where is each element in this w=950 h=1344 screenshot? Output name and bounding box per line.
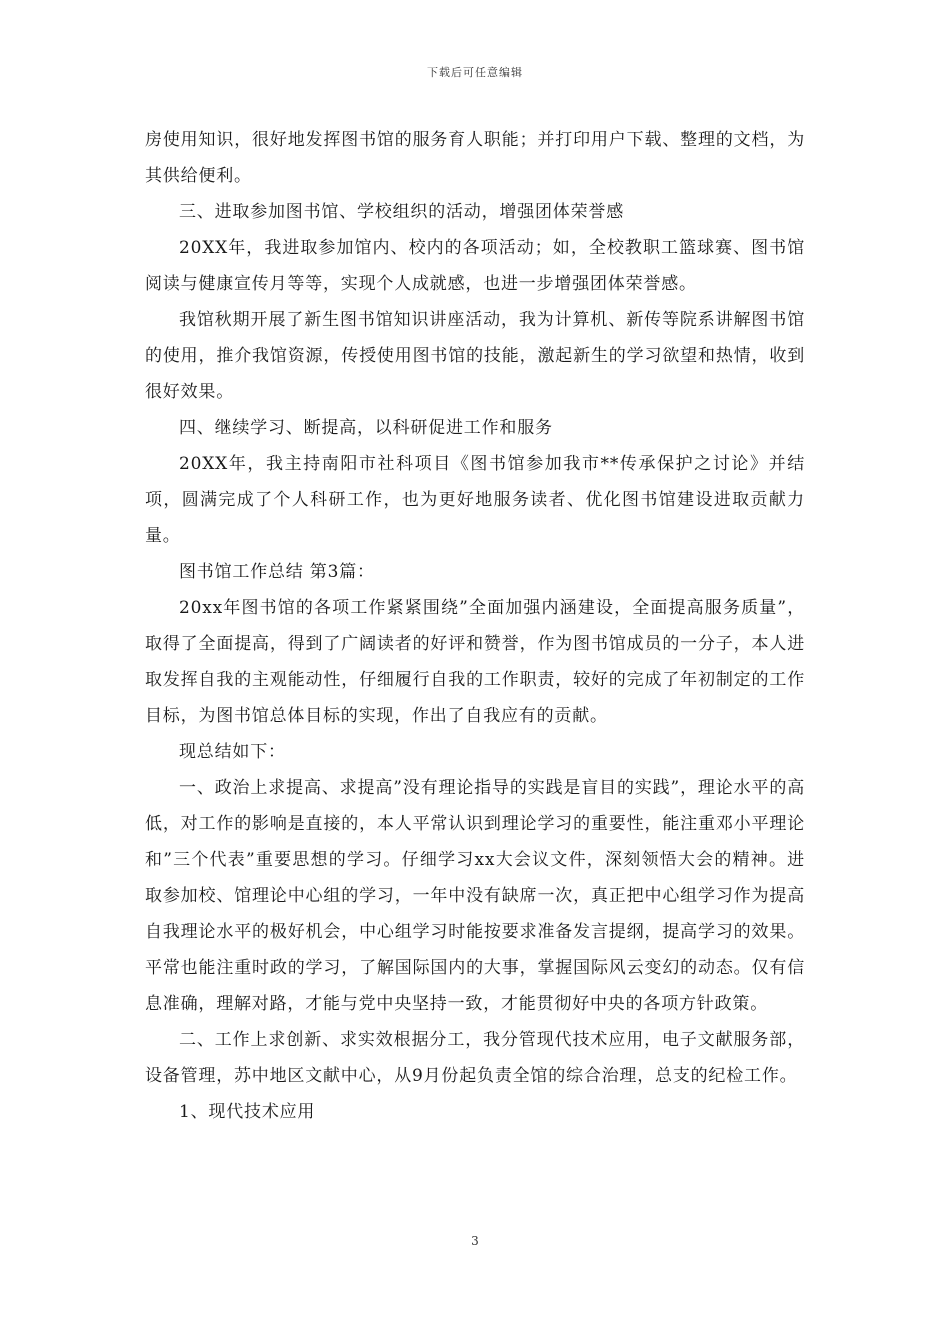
paragraph: 二、工作上求创新、求实效根据分工，我分管现代技术应用，电子文献服务部，设备管理，苏中地区文献中心，从9月份起负责全馆的综合治理，总支的纪检工作。 bbox=[145, 1030, 805, 1086]
paragraph: 20XX年，我主持南阳市社科项目《图书馆参加我市**传承保护之讨论》并结项，圆满完成了个人科研工作，也为更好地服务读者、优化图书馆建设进取贡献力量。 bbox=[145, 454, 805, 546]
paragraph: 一、政治上求提高、求提高”没有理论指导的实践是盲目的实践”，理论水平的高低，对工作的影响是直接的，本人平常认识到理论学习的重要性，能注重邓小平理论和”三个代表”重要思想的学习。仔细学习xx大会议文件，深刻领悟大会的精神。进取参加校、馆理论中心组的学习，一年中没有缺席一次，真正把中心组学习作为提高自我理论水平的极好机会，中心组学习时能按要求准备发言提纲，提高学习的效果。平常也能注重时政的学习，了解国际国内的大事，掌握国际风云变幻的动态。仅有信息准确，理解对路，才能与党中央坚持一致，才能贯彻好中央的各项方针政策。 bbox=[145, 778, 805, 1014]
paragraph: 房使用知识，很好地发挥图书馆的服务育人职能；并打印用户下载、整理的文档，为其供给便利。 bbox=[145, 130, 805, 186]
paragraph: 我馆秋期开展了新生图书馆知识讲座活动，我为计算机、新传等院系讲解图书馆的使用，推介我馆资源，传授使用图书馆的技能，激起新生的学习欲望和热情，收到很好效果。 bbox=[145, 310, 805, 402]
subsection-heading: 1、现代技术应用 bbox=[179, 1102, 316, 1122]
header-note: 下载后可任意编辑 bbox=[427, 66, 523, 79]
paragraph: 20xx年图书馆的各项工作紧紧围绕”全面加强内涵建设，全面提高服务质量”，取得了全面提高，得到了广阔读者的好评和赞誉，作为图书馆成员的一分子，本人进取发挥自我的主观能动性，仔细履行自我的工作职责，较好的完成了年初制定的工作目标，为图书馆总体目标的实现，作出了自我应有的贡献。 bbox=[145, 598, 805, 726]
document-body bbox=[145, 122, 805, 1130]
paragraph: 现总结如下： bbox=[179, 742, 286, 762]
section-heading: 四、继续学习、断提高，以科研促进工作和服务 bbox=[179, 418, 553, 438]
article-title: 图书馆工作总结 第3篇： bbox=[179, 562, 375, 582]
section-heading: 三、进取参加图书馆、学校组织的活动，增强团体荣誉感 bbox=[179, 202, 624, 222]
paragraph: 20XX年，我进取参加馆内、校内的各项活动；如，全校教职工篮球赛、图书馆阅读与健康宣传月等等，实现个人成就感，也进一步增强团体荣誉感。 bbox=[145, 238, 805, 294]
page-number: 3 bbox=[471, 1234, 479, 1248]
